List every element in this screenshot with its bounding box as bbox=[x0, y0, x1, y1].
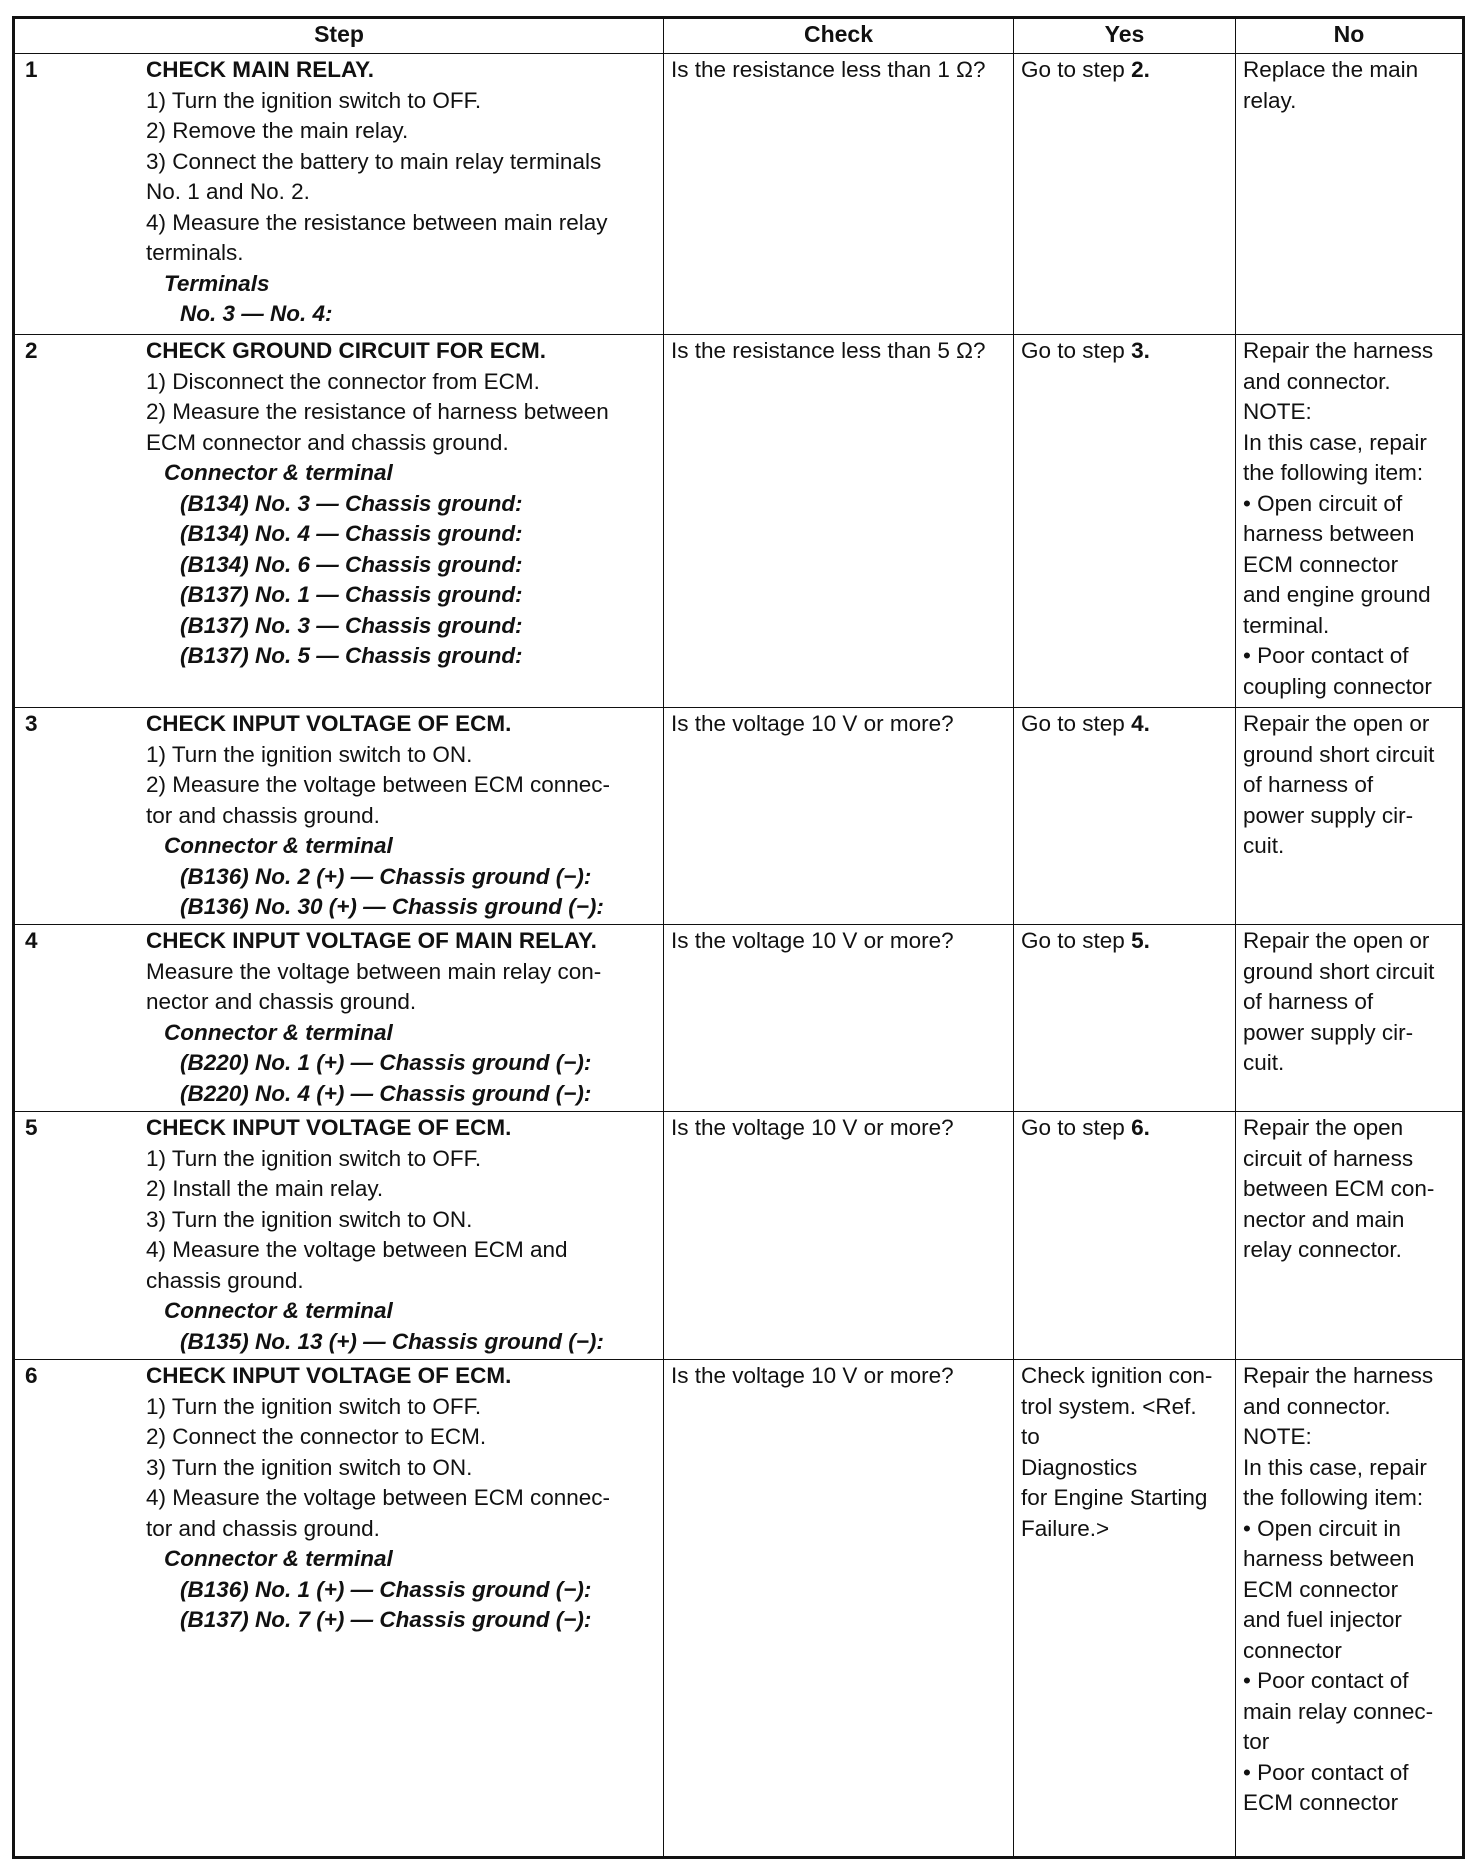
header-no: No bbox=[1236, 18, 1464, 54]
no-line: • Poor contact of bbox=[1243, 1759, 1409, 1785]
no-line: harness between bbox=[1243, 521, 1415, 546]
step-cell bbox=[14, 54, 664, 335]
yes-cell bbox=[1014, 1360, 1236, 1858]
header-check: Check bbox=[664, 18, 1014, 54]
spec-item: (B220) No. 1 (+) — Chassis ground (−): bbox=[180, 1050, 592, 1075]
step-line: 3) Connect the battery to main relay terminals bbox=[146, 148, 602, 174]
table-row bbox=[14, 335, 1464, 708]
yes-cell bbox=[1014, 54, 1236, 335]
yes-step: 2. bbox=[1131, 57, 1150, 82]
step-line: 2) Install the main relay. bbox=[146, 1176, 384, 1201]
step-line: 4) Measure the resistance between main relay bbox=[146, 209, 608, 235]
step-line: chassis ground. bbox=[146, 1267, 304, 1293]
no-cell bbox=[1236, 1112, 1464, 1360]
check-cell: Is the voltage 10 V or more? bbox=[664, 1112, 1014, 1360]
spec-item: (B137) No. 1 — Chassis ground: bbox=[180, 582, 523, 607]
yes-prefix: Go to step bbox=[1021, 338, 1132, 363]
no-line: • Open circuit of bbox=[1243, 490, 1403, 516]
no-line: cuit. bbox=[1243, 833, 1285, 858]
no-cell bbox=[1236, 708, 1464, 925]
yes-line: to bbox=[1021, 1424, 1040, 1449]
spec-item: (B134) No. 3 — Chassis ground: bbox=[180, 490, 523, 516]
spec-label: Connector & terminal bbox=[164, 1546, 393, 1571]
no-line: Replace the main bbox=[1243, 57, 1419, 82]
no-line: coupling connector bbox=[1243, 673, 1432, 699]
no-line: main relay connec- bbox=[1243, 1698, 1434, 1724]
step-number: 6 bbox=[25, 1363, 38, 1388]
spec-label: Connector & terminal bbox=[164, 1019, 393, 1045]
step-line: No. 1 and No. 2. bbox=[146, 179, 310, 204]
step-line: 2) Measure the resistance of harness between bbox=[146, 399, 609, 424]
yes-prefix: Go to step bbox=[1021, 1115, 1132, 1140]
yes-prefix: Go to step bbox=[1021, 928, 1132, 953]
step-line: 4) Measure the voltage between ECM connec- bbox=[146, 1485, 610, 1510]
table-row bbox=[14, 1360, 1464, 1858]
step-number: 2 bbox=[25, 338, 38, 363]
step-line: 1) Disconnect the connector from ECM. bbox=[146, 368, 540, 394]
spec-label: Connector & terminal bbox=[164, 460, 393, 485]
yes-step: 6. bbox=[1131, 1115, 1150, 1140]
no-line: Repair the harness bbox=[1243, 338, 1434, 363]
check-cell: Is the resistance less than 5 Ω? bbox=[664, 335, 1014, 708]
step-title: CHECK INPUT VOLTAGE OF MAIN RELAY. bbox=[146, 928, 597, 953]
yes-prefix: Go to step bbox=[1021, 57, 1132, 82]
yes-line: Diagnostics bbox=[1021, 1454, 1138, 1480]
no-line: Repair the open or bbox=[1243, 928, 1430, 953]
no-line: power supply cir- bbox=[1243, 802, 1414, 828]
no-line: harness between bbox=[1243, 1546, 1415, 1571]
no-line: relay. bbox=[1243, 87, 1297, 113]
step-line: 4) Measure the voltage between ECM and bbox=[146, 1237, 568, 1262]
spec-item: (B136) No. 30 (+) — Chassis ground (−): bbox=[180, 894, 604, 919]
step-number: 1 bbox=[25, 57, 38, 82]
yes-line: Check ignition con- bbox=[1021, 1363, 1213, 1388]
spec-item: (B137) No. 3 — Chassis ground: bbox=[180, 612, 523, 638]
spec-item: (B134) No. 4 — Chassis ground: bbox=[180, 521, 523, 546]
yes-prefix: Go to step bbox=[1021, 711, 1132, 736]
no-line: and fuel injector bbox=[1243, 1607, 1402, 1632]
no-line: circuit of harness bbox=[1243, 1145, 1414, 1171]
no-line: and engine ground bbox=[1243, 582, 1431, 607]
yes-line: trol system. <Ref. bbox=[1021, 1393, 1197, 1419]
table-row bbox=[14, 1112, 1464, 1360]
step-cell bbox=[14, 1112, 664, 1360]
spec-label: Connector & terminal bbox=[164, 833, 393, 858]
step-line: Measure the voltage between main relay con- bbox=[146, 958, 602, 984]
no-line: ECM connector bbox=[1243, 1790, 1399, 1815]
step-title: CHECK MAIN RELAY. bbox=[146, 57, 374, 82]
step-line: 1) Turn the ignition switch to OFF. bbox=[146, 1145, 482, 1171]
yes-cell bbox=[1014, 335, 1236, 708]
spec-item: (B136) No. 2 (+) — Chassis ground (−): bbox=[180, 863, 592, 889]
step-line: 1) Turn the ignition switch to ON. bbox=[146, 741, 473, 767]
no-line: In this case, repair bbox=[1243, 1454, 1427, 1480]
no-line: terminal. bbox=[1243, 612, 1330, 638]
no-cell bbox=[1236, 335, 1464, 708]
diagnostic-table bbox=[12, 16, 1465, 1859]
step-title: CHECK GROUND CIRCUIT FOR ECM. bbox=[146, 338, 546, 363]
check-cell: Is the voltage 10 V or more? bbox=[664, 708, 1014, 925]
step-line: nector and chassis ground. bbox=[146, 989, 417, 1014]
table-row bbox=[14, 925, 1464, 1112]
table-row bbox=[14, 708, 1464, 925]
step-line: tor and chassis ground. bbox=[146, 802, 380, 828]
step-cell bbox=[14, 925, 664, 1112]
no-line: tor bbox=[1243, 1729, 1270, 1754]
no-line: • Open circuit in bbox=[1243, 1515, 1401, 1541]
step-line: 2) Connect the connector to ECM. bbox=[146, 1424, 487, 1449]
table-row bbox=[14, 54, 1464, 335]
no-line: of harness of bbox=[1243, 772, 1374, 797]
no-line: nector and main bbox=[1243, 1206, 1405, 1232]
no-line: Repair the open bbox=[1243, 1115, 1404, 1140]
no-line: between ECM con- bbox=[1243, 1176, 1435, 1201]
no-line: ECM connector bbox=[1243, 1576, 1399, 1602]
yes-cell bbox=[1014, 925, 1236, 1112]
no-line: cuit. bbox=[1243, 1050, 1285, 1075]
step-line: terminals. bbox=[146, 240, 244, 265]
step-line: 1) Turn the ignition switch to OFF. bbox=[146, 1393, 482, 1419]
step-title: CHECK INPUT VOLTAGE OF ECM. bbox=[146, 1115, 512, 1140]
no-cell bbox=[1236, 54, 1464, 335]
check-cell: Is the resistance less than 1 Ω? bbox=[664, 54, 1014, 335]
step-line: 3) Turn the ignition switch to ON. bbox=[146, 1206, 473, 1232]
no-line: NOTE: bbox=[1243, 1424, 1312, 1449]
spec-item: (B137) No. 5 — Chassis ground: bbox=[180, 643, 523, 668]
no-cell bbox=[1236, 925, 1464, 1112]
no-cell bbox=[1236, 1360, 1464, 1858]
step-cell bbox=[14, 335, 664, 708]
step-title: CHECK INPUT VOLTAGE OF ECM. bbox=[146, 1363, 512, 1388]
step-line: tor and chassis ground. bbox=[146, 1515, 380, 1541]
step-line: 2) Remove the main relay. bbox=[146, 118, 409, 143]
no-line: • Poor contact of bbox=[1243, 643, 1409, 668]
no-line: ground short circuit bbox=[1243, 958, 1435, 984]
yes-line: for Engine Starting bbox=[1021, 1485, 1208, 1510]
header-yes: Yes bbox=[1014, 18, 1236, 54]
no-line: the following item: bbox=[1243, 1485, 1424, 1510]
header-row bbox=[14, 18, 1464, 54]
no-line: ECM connector bbox=[1243, 551, 1399, 577]
step-line: 2) Measure the voltage between ECM connec- bbox=[146, 772, 610, 797]
check-cell: Is the voltage 10 V or more? bbox=[664, 925, 1014, 1112]
yes-cell bbox=[1014, 708, 1236, 925]
yes-line: Failure.> bbox=[1021, 1515, 1110, 1541]
spec-label: Connector & terminal bbox=[164, 1298, 393, 1323]
step-title: CHECK INPUT VOLTAGE OF ECM. bbox=[146, 711, 512, 736]
no-line: relay connector. bbox=[1243, 1237, 1402, 1262]
spec-label: Terminals bbox=[164, 270, 270, 296]
no-line: the following item: bbox=[1243, 460, 1424, 485]
header-step: Step bbox=[14, 18, 664, 54]
no-line: of harness of bbox=[1243, 989, 1374, 1014]
yes-cell bbox=[1014, 1112, 1236, 1360]
yes-step: 3. bbox=[1131, 338, 1150, 363]
yes-step: 4. bbox=[1131, 711, 1150, 736]
spec-item: No. 3 — No. 4: bbox=[180, 301, 333, 326]
no-line: Repair the harness bbox=[1243, 1363, 1434, 1388]
no-line: In this case, repair bbox=[1243, 429, 1427, 455]
no-line: ground short circuit bbox=[1243, 741, 1435, 767]
step-line: 3) Turn the ignition switch to ON. bbox=[146, 1454, 473, 1480]
no-line: power supply cir- bbox=[1243, 1019, 1414, 1045]
no-line: and connector. bbox=[1243, 1393, 1391, 1419]
spec-item: (B220) No. 4 (+) — Chassis ground (−): bbox=[180, 1080, 592, 1106]
check-cell: Is the voltage 10 V or more? bbox=[664, 1360, 1014, 1858]
no-line: and connector. bbox=[1243, 368, 1391, 394]
step-number: 5 bbox=[25, 1115, 38, 1140]
no-line: connector bbox=[1243, 1637, 1342, 1663]
step-cell bbox=[14, 1360, 664, 1858]
spec-item: (B135) No. 13 (+) — Chassis ground (−): bbox=[180, 1328, 604, 1354]
spec-item: (B137) No. 7 (+) — Chassis ground (−): bbox=[180, 1607, 592, 1632]
step-cell bbox=[14, 708, 664, 925]
spec-item: (B134) No. 6 — Chassis ground: bbox=[180, 551, 523, 577]
step-line: ECM connector and chassis ground. bbox=[146, 429, 509, 455]
no-line: Repair the open or bbox=[1243, 711, 1430, 736]
no-line: • Poor contact of bbox=[1243, 1668, 1409, 1693]
spec-item: (B136) No. 1 (+) — Chassis ground (−): bbox=[180, 1576, 592, 1602]
yes-step: 5. bbox=[1131, 928, 1150, 953]
step-number: 3 bbox=[25, 711, 38, 736]
step-line: 1) Turn the ignition switch to OFF. bbox=[146, 87, 482, 113]
diagnostic-table-sheet bbox=[12, 16, 1462, 1859]
no-line: NOTE: bbox=[1243, 399, 1312, 424]
step-number: 4 bbox=[25, 928, 38, 953]
